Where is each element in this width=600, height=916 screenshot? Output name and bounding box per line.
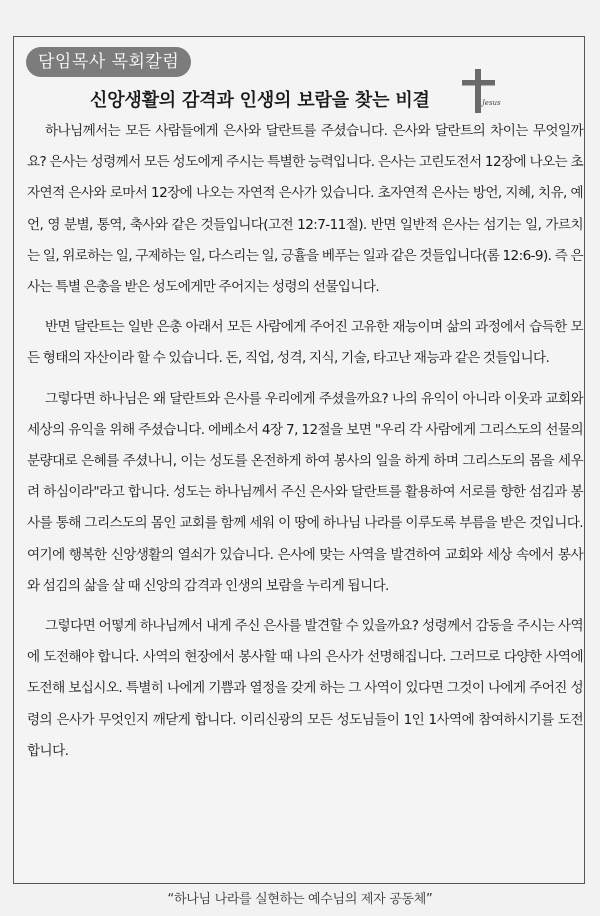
paragraph-1: 하나님께서는 모든 사람들에게 은사와 달란트를 주셨습니다. 은사와 달란트의 차이는 무엇일까요? 은사는 성령께서 모든 성도에게 주시는 특별한 능력입니다. 은사는 고린도전서 12장에 나오는 초자연적 은사와 로마서 12장에 나오는 자연적 은사가 있습니다. 초자연적 은사는 방언, 지혜, 치유, 예언, 영 분별, 통역, 축사와 같은 것들입니다(고전 12:7-11절). 반면 일반적 은사는 섬기는 일, 가르치는 일, 위로하는 일, 구제하는 일, 다스리는 일, 긍휼을 베푸는 일과 같은 것들입니다(롬 12:6-9). 즉 은사는 특별 은총을 받은 성도에게만 주어지는 성령의 선물입니다. (27, 123, 583, 296)
church-motto: “하나님 나라를 실현하는 예수님의 제자 공동체” (167, 892, 433, 907)
cross-icon (460, 67, 510, 115)
cross-caption: Jesus (482, 99, 501, 107)
column-category-badge: 담임목사 목회칼럼 (26, 47, 191, 77)
paragraph-4: 그렇다면 어떻게 하나님께서 내게 주신 은사를 발견할 수 있을까요? 성령께서 감동을 주시는 사역에 도전해야 합니다. 사역의 현장에서 봉사할 때 나의 은사가 선명해집니다. 그러므로 다양한 사역에 도전해 보십시오. 특별히 나에게 기쁨과 열정을 갖게 하는 그 사역이 있다면 그것이 나에게 주어진 성령의 은사가 무엇인지 깨닫게 합니다. 이리신광의 모든 성도님들이 1인 1사역에 참여하시기를 도전합니다. (27, 618, 583, 759)
paragraph-2: 반면 달란트는 일반 은총 아래서 모든 사람에게 주어진 고유한 재능이며 삶의 과정에서 습득한 모든 형태의 자산이라 할 수 있습니다. 돈, 직업, 성격, 지식, 기술, 타고난 재능과 같은 것들입니다. (27, 319, 583, 367)
column-body (27, 116, 583, 767)
column-title: 신앙생활의 감격과 인생의 보람을 찾는 비결 (90, 90, 430, 111)
paragraph-3: 그렇다면 하나님은 왜 달란트와 은사를 우리에게 주셨을까요? 나의 유익이 아니라 이웃과 교회와 세상의 유익을 위해 주셨습니다. 에베소서 4장 7, 12절을 보면 "우리 각 사람에게 그리스도의 선물의 분량대로 은혜를 주셨나니, 이는 성도를 온전하게 하여 봉사의 일을 하게 하며 그리스도의 몸을 세우려 하심이라"라고 합니다. 성도는 하나님께서 주신 은사와 달란트를 활용하여 서로를 향한 섬김과 봉사를 통해 그리스도의 몸인 교회를 함께 세워 이 땅에 하나님 나라를 이루도록 부름을 받은 것입니다. 여기에 행복한 신앙생활의 열쇠가 있습니다. 은사에 맞는 사역을 발견하여 교회와 세상 속에서 봉사와 섬김의 삶을 살 때 신앙의 감격과 인생의 보람을 누리게 됩니다. (27, 390, 583, 594)
